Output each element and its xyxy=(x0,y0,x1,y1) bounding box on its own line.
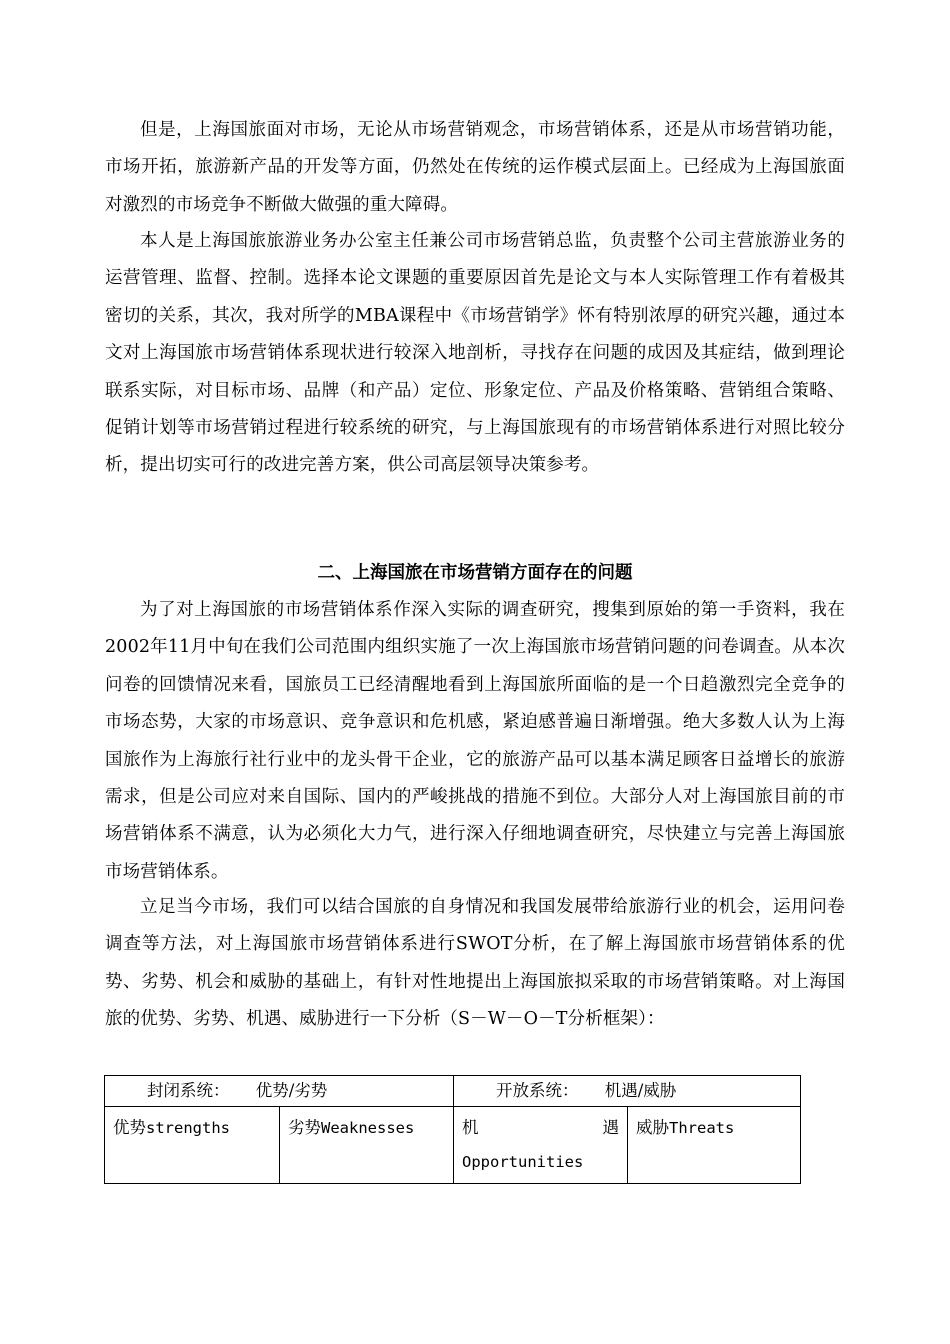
weaknesses-cell xyxy=(280,1107,454,1184)
paragraph-obstacles: 但是，上海国旅面对市场，无论从市场营销观念，市场营销体系，还是从市场营销功能，市场开拓，旅游新产品的开发等方面，仍然处在传统的运作模式层面上。已经成为上海国旅面对激烈的市场竞争不断做大做强的重大障碍。 xyxy=(105,120,845,215)
strengths-cn: 优势 xyxy=(113,1118,146,1137)
paragraph-author-role: 本人是上海国旅旅游业务办公室主任兼公司市场营销总监，负责整个公司主营旅游业务的运营管理、监督、控制。选择本论文课题的重要原因首先是论文与本人实际管理工作有着极其密切的关系，其次，我对所学的MBA课程中《市场营销学》怀有特别浓厚的研究兴趣，通过本文对上海国旅市场营销体系现状进行较深入地剖析，寻找存在问题的成因及其症结，做到理论联系实际，对目标市场、品牌（和产品）定位、形象定位、产品及价格策略、营销组合策略、促销计划等市场营销过程进行较系统的研究，与上海国旅现有的市场营销体系进行对照比较分析，提出切实可行的改进完善方案，供公司高层领导决策参考。 xyxy=(105,231,845,476)
swot-body-row xyxy=(105,1107,801,1184)
strengths-cell xyxy=(105,1107,280,1184)
weaknesses-en: Weaknesses xyxy=(321,1119,415,1137)
closed-system-label: 封闭系统： xyxy=(147,1081,230,1100)
swot-table xyxy=(104,1075,801,1184)
closed-system-value: 优势/劣势 xyxy=(255,1081,328,1100)
weaknesses-cn: 劣势 xyxy=(288,1118,321,1137)
opportunities-cn-2: 遇 xyxy=(602,1118,619,1137)
open-system-value: 机遇/威胁 xyxy=(604,1081,677,1100)
open-system-label: 开放系统： xyxy=(496,1081,579,1100)
paragraph-swot-intro: 立足当今市场，我们可以结合国旅的自身情况和我国发展带给旅游行业的机会，运用问卷调查等方法，对上海国旅市场营销体系进行SWOT分析，在了解上海国旅市场营销体系的优势、劣势、机会和威胁的基础上，有针对性地提出上海国旅拟采取的市场营销策略。对上海国旅的优势、劣势、机遇、威胁进行一下分析（S－W－O－T分析框架）： xyxy=(105,897,845,1030)
opportunities-cell xyxy=(454,1107,628,1184)
strengths-en: strengths xyxy=(146,1119,230,1137)
swot-header-row xyxy=(105,1076,801,1107)
open-system-header xyxy=(454,1076,801,1107)
section-heading: 二、上海国旅在市场营销方面存在的问题 xyxy=(317,563,633,583)
threats-en: Threats xyxy=(669,1119,735,1137)
opportunities-cn-1: 机 xyxy=(462,1118,479,1137)
opportunities-en: Opportunities xyxy=(462,1153,584,1171)
threats-cell xyxy=(628,1107,801,1184)
threats-cn: 威胁 xyxy=(636,1118,669,1137)
closed-system-header xyxy=(105,1076,454,1107)
paragraph-survey: 为了对上海国旅的市场营销体系作深入实际的调查研究，搜集到原始的第一手资料，我在2002年11月中旬在我们公司范围内组织实施了一次上海国旅市场营销问题的问卷调查。从本次问卷的回馈情况来看，国旅员工已经清醒地看到上海国旅所面临的是一个日趋激烈完全竞争的市场态势，大家的市场意识、竞争意识和危机感，紧迫感普遍日渐增强。绝大多数人认为上海国旅作为上海旅行社行业中的龙头骨干企业，它的旅游产品可以基本满足顾客日益增长的旅游需求，但是公司应对来自国际、国内的严峻挑战的措施不到位。大部分人对上海国旅目前的市场营销体系不满意，认为必须化大力气，进行深入仔细地调查研究，尽快建立与完善上海国旅市场营销体系。 xyxy=(105,600,845,882)
